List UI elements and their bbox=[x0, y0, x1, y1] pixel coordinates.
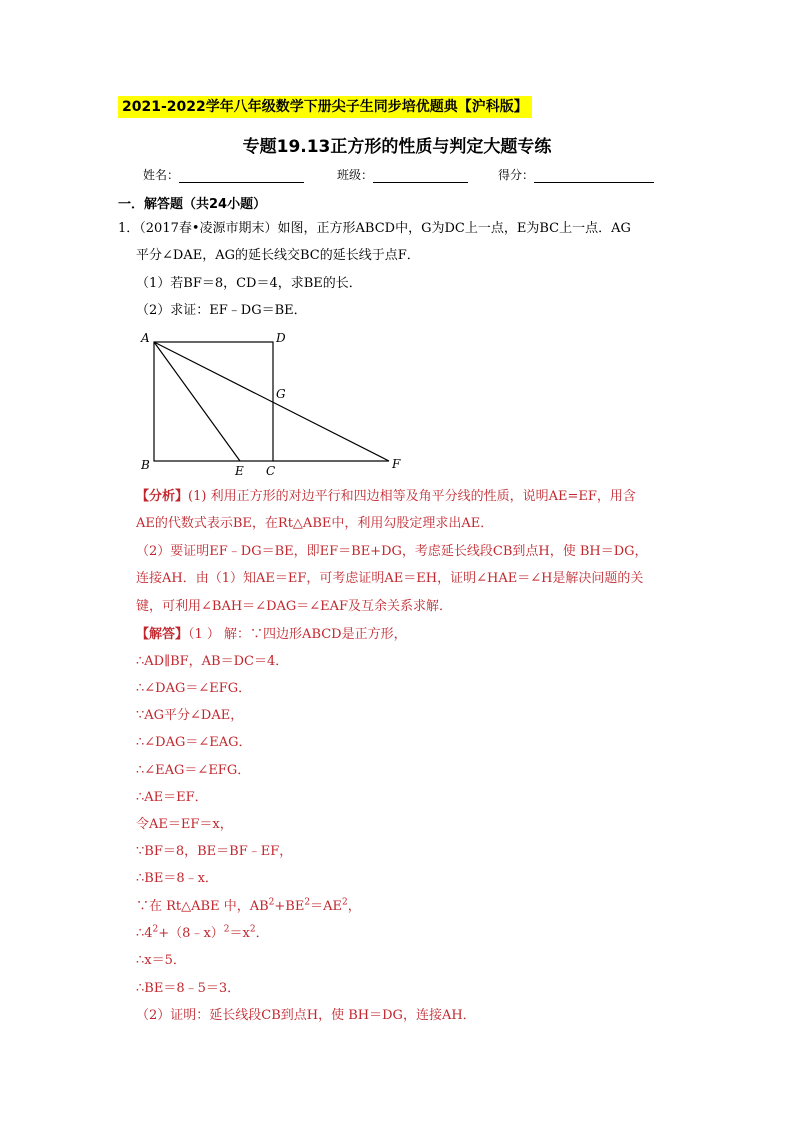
solution-line-head bbox=[136, 627, 407, 643]
label-f: F bbox=[392, 457, 401, 471]
solution-step-11-part: ∴4 bbox=[136, 926, 153, 941]
solution-step-12: ∴x＝5． bbox=[136, 953, 186, 968]
exponent: 2 bbox=[341, 897, 348, 908]
problem-number: 1． bbox=[118, 221, 140, 236]
analysis-tag: 【分析】 bbox=[136, 489, 189, 504]
solution-step-10-part: ， bbox=[347, 899, 361, 914]
solution-step-10-part: +BE bbox=[274, 899, 305, 914]
solution-step-7: 令AE＝EF＝x， bbox=[136, 817, 233, 832]
name-label: 姓名： bbox=[143, 168, 180, 182]
question-1: （1）若BF＝8，CD＝4，求BE的长． bbox=[136, 276, 362, 291]
solution-step-10 bbox=[136, 899, 361, 915]
page-title: 专题19.13正方形的性质与判定大题专练 bbox=[242, 137, 552, 157]
question-2: （2）求证：EF﹣DG＝BE． bbox=[136, 303, 307, 318]
exponent: 2 bbox=[152, 924, 159, 935]
solution-step-1: ∴AD∥BF，AB＝DC＝4． bbox=[136, 654, 289, 669]
class-label: 班级： bbox=[337, 168, 374, 182]
exponent: 2 bbox=[268, 897, 275, 908]
solution-step-5: ∴∠EAG＝∠EFG． bbox=[136, 763, 251, 778]
solution-step-10-part: ＝AE bbox=[310, 899, 342, 914]
series-banner: 2021-2022学年八年级数学下册尖子生同步培优题典【沪科版】 bbox=[118, 96, 532, 118]
solution-step-6: ∴AE＝EF． bbox=[136, 790, 208, 805]
score-field bbox=[498, 166, 654, 183]
square-figure bbox=[130, 328, 420, 480]
exponent: 2 bbox=[223, 924, 230, 935]
solution-step-13: ∴BE＝8﹣5＝3． bbox=[136, 981, 241, 996]
square-abcd bbox=[154, 342, 273, 461]
score-label: 得分： bbox=[498, 168, 535, 182]
section-heading: 一．解答题（共24小题） bbox=[118, 197, 267, 212]
class-blank bbox=[373, 170, 468, 183]
solution-step-10-part: ∵在 Rt△ABE 中，AB bbox=[136, 899, 269, 914]
solution-step-14: （2）证明：延长线段CB到点H，使 BH＝DG，连接AH． bbox=[136, 1008, 476, 1023]
label-c: C bbox=[266, 464, 276, 478]
class-field bbox=[337, 166, 468, 183]
problem-statement-1: （2017春•凌源市期末）如图，正方形ABCD中，G为DC上一点，E为BC上一点．AG bbox=[139, 221, 631, 236]
solution-step-8: ∵BF＝8，BE＝BF﹣EF， bbox=[136, 844, 293, 859]
solution-tag: 【解答】 bbox=[136, 627, 189, 642]
analysis-line-3: （2）要证明EF﹣DG＝BE，即EF＝BE+DG，考虑延长线段CB到点H，使 BH＝DG， bbox=[136, 544, 648, 559]
solution-step-11-part: ＝x bbox=[229, 926, 250, 941]
exponent: 2 bbox=[249, 924, 256, 935]
problem-line-1 bbox=[118, 221, 631, 237]
label-e: E bbox=[235, 464, 244, 478]
solution-step-11-part: +（8﹣x） bbox=[158, 926, 224, 941]
label-b: B bbox=[141, 458, 150, 472]
analysis-line-1 bbox=[136, 489, 636, 505]
name-blank bbox=[179, 170, 304, 183]
problem-line-2: 平分∠DAE，AG的延长线交BC的延长线于点F． bbox=[136, 248, 420, 263]
segment-ae bbox=[154, 342, 240, 461]
solution-step-2: ∴∠DAG＝∠EFG． bbox=[136, 681, 252, 696]
solution-step-4: ∴∠DAG＝∠EAG． bbox=[136, 735, 252, 750]
solution-step-11 bbox=[136, 926, 269, 942]
label-g: G bbox=[276, 387, 286, 401]
solution-step-9: ∴BE＝8﹣x． bbox=[136, 871, 218, 886]
analysis-line-2: AE的代数式表示BE，在Rt△ABE中，利用勾股定理求出AE． bbox=[136, 516, 494, 531]
solution-step-11-part: ． bbox=[255, 926, 269, 941]
analysis-text-1: (1) 利用正方形的对边平行和四边相等及角平分线的性质，说明AE=EF，用含 bbox=[188, 489, 636, 504]
score-blank bbox=[534, 170, 654, 183]
exponent: 2 bbox=[304, 897, 311, 908]
segment-af bbox=[154, 342, 389, 461]
analysis-line-5: 键，可利用∠BAH＝∠DAG＝∠EAF及互余关系求解． bbox=[136, 599, 453, 614]
label-d: D bbox=[276, 331, 286, 345]
name-field bbox=[143, 166, 304, 183]
solution-step-3: ∵AG平分∠DAE， bbox=[136, 708, 244, 723]
solution-head-text: （1 ） 解：∵四边形ABCD是正方形， bbox=[188, 627, 407, 642]
label-a: A bbox=[141, 331, 150, 345]
analysis-line-4: 连接AH．由（1）知AE＝EF，可考虑证明AE＝EH，证明∠HAE＝∠H是解决问题的关 bbox=[136, 571, 644, 586]
